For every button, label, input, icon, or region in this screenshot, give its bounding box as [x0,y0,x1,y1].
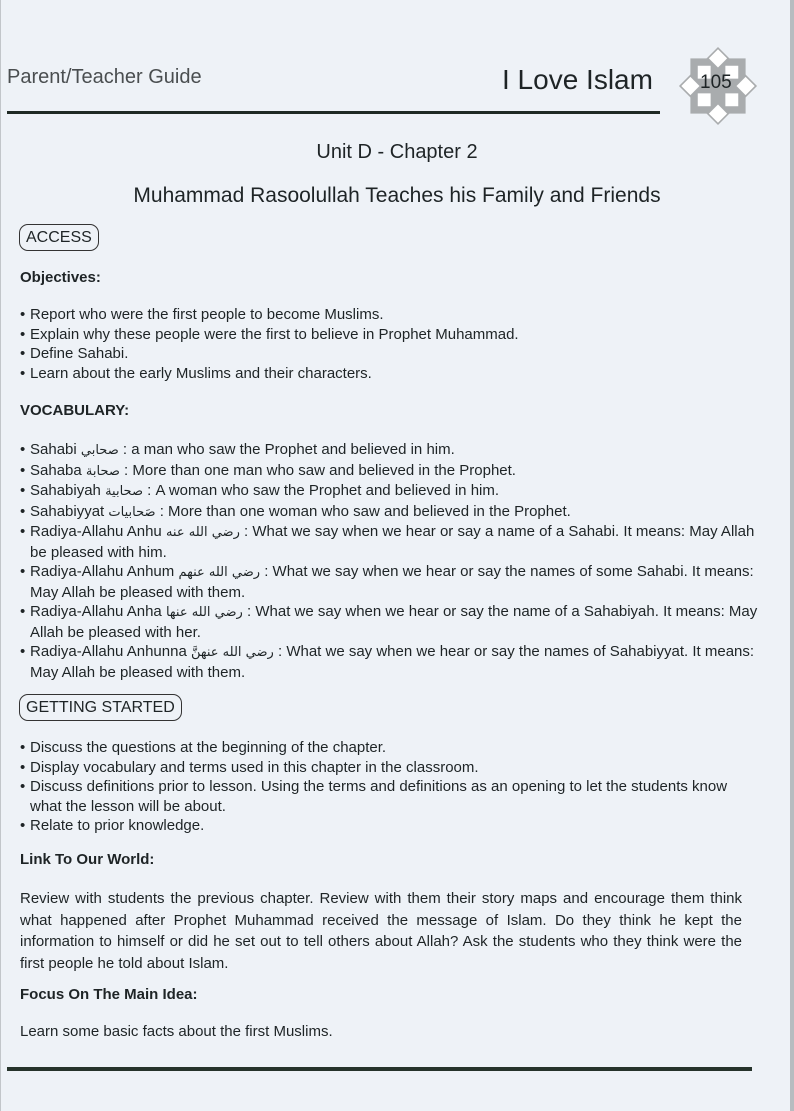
guide-label: Parent/Teacher Guide [7,66,202,88]
footer-rule [7,1067,752,1071]
objective-item: • Learn about the early Muslims and their characters. [20,364,760,384]
objective-item: • Report who were the first people to become Muslims. [20,305,760,325]
objectives-list [20,305,760,383]
vocabulary-item [20,642,760,682]
page-edge-right [790,0,794,1111]
vocab-arabic: صحابي [80,443,119,458]
vocab-arabic: صَحابيات [108,504,156,520]
page-edge-left [0,0,1,1111]
vocab-term: Radiya-Allahu Anhu [30,523,162,540]
vocab-definition: : A woman who saw the Prophet and believed in him. [147,482,500,499]
objectives-heading: Objectives: [20,269,101,286]
link-to-world-text: Review with students the previous chapter. Review with them their story maps and encourage them think what happened after Prophet Muhammad received the message of Islam. Do they think he kept the information to himself or did he set out to tell others about Allah? Ask the students who they think were the first people he told about Islam. [20,890,742,972]
vocab-term: Sahabiyyat [30,502,105,520]
vocab-definition: : What we say when we hear or say the names of some Sahabi. It means: May Allah be pleased with them. [30,563,754,601]
vocab-term: Sahabiyah [30,482,101,499]
getting-started-item: • Discuss the questions at the beginning of the chapter. [20,738,760,758]
getting-started-section-label: GETTING STARTED [19,694,182,721]
vocab-term: Radiya-Allahu Anhunna [30,643,187,660]
getting-started-list [20,738,760,836]
vocab-arabic: صحابية [105,484,143,499]
objective-item: • Explain why these people were the first to believe in Prophet Muhammad. [20,325,760,345]
vocabulary-item [20,502,760,523]
vocabulary-item [20,481,760,502]
vocab-term: Sahabi [30,441,77,458]
vocab-arabic: صحابة [85,463,120,479]
vocabulary-item [20,562,760,602]
vocabulary-heading: VOCABULARY: [20,402,130,419]
unit-title: Unit D - Chapter 2 [316,141,478,163]
main-idea-heading: Focus On The Main Idea: [20,986,198,1003]
page-number: 105 [700,72,732,93]
vocab-definition: : More than one woman who saw and believed in the Prophet. [159,502,571,520]
vocab-definition: : What we say when we hear or say the name of a Sahabiyah. It means: May Allah be pleased with her. [30,603,758,641]
header-rule [7,111,660,114]
vocab-arabic: رضي الله عنها [165,605,243,620]
getting-started-item: • Display vocabulary and terms used in this chapter in the classroom. [20,758,760,778]
vocabulary-item [20,440,760,461]
chapter-title: Muhammad Rasoolullah Teaches his Family and Friends [133,184,661,207]
vocabulary-list [20,440,760,682]
vocabulary-item [20,602,760,642]
vocab-term: Radiya-Allahu Anhum [30,563,175,580]
access-section-label: ACCESS [19,224,99,251]
main-idea-text: Learn some basic facts about the first Muslims. [20,1023,333,1040]
vocabulary-item [20,522,760,562]
link-to-world-heading: Link To Our World: [20,851,155,868]
vocab-definition: : a man who saw the Prophet and believed in him. [122,441,455,458]
objective-item: • Define Sahabi. [20,344,760,364]
getting-started-item: • Relate to prior knowledge. [20,816,760,836]
vocab-term: Radiya-Allahu Anha [30,603,162,620]
vocab-arabic: رضي الله عنهم [178,565,261,580]
vocab-arabic: رضي الله عنهنَّ [190,645,274,660]
getting-started-item: • Discuss definitions prior to lesson. Using the terms and definitions as an opening to let the students know what the lesson will be about. [20,777,760,816]
book-title: I Love Islam [502,64,653,95]
vocab-term: Sahaba [30,461,82,479]
vocabulary-item [20,461,760,482]
vocab-definition: : What we say when we hear or say the names of Sahabiyyat. It means: May Allah be pleased with them. [30,643,755,681]
vocab-definition: : What we say when we hear or say a name of a Sahabi. It means: May Allah be pleased with him. [30,523,755,561]
vocab-definition: : More than one man who saw and believed in the Prophet. [124,461,516,479]
vocab-arabic: رضي الله عنه [165,525,240,540]
